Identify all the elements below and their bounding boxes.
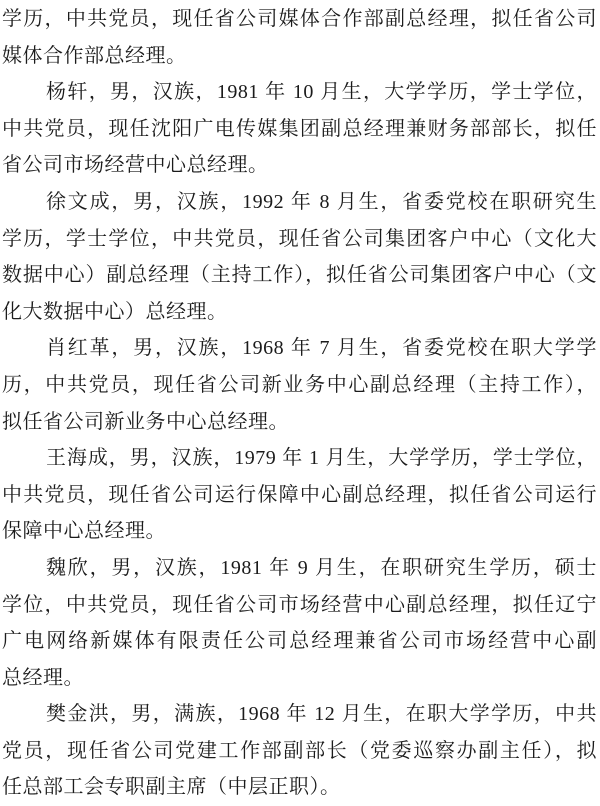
text-line: 任总部工会专职副主席（中层正职）。 xyxy=(2,776,341,799)
text-line: 学历，中共党员，现任省公司媒体合作部副总经理，拟任省公司 xyxy=(2,8,597,30)
text-line: 党员，现任省公司党建工作部副部长（党委巡察办副主任），拟 xyxy=(2,739,597,762)
text-line: 樊金洪，男，满族，1968 年 12 月生，在职大学学历，中共 xyxy=(46,703,597,726)
text-line: 杨轩，男，汉族，1981 年 10 月生，大学学历，学士学位， xyxy=(46,81,597,104)
text-line: 肖红革，男，汉族，1968 年 7 月生，省委党校在职大学学 xyxy=(46,337,597,360)
text-line: 历，中共党员，现任省公司新业务中心副总经理（主持工作）， xyxy=(2,373,597,396)
text-line: 化大数据中心）总经理。 xyxy=(2,300,228,323)
text-line: 学历，学士学位，中共党员，现任省公司集团客户中心（文化大 xyxy=(2,227,597,250)
text-line: 学位，中共党员，现任省公司市场经营中心副总经理，拟任辽宁 xyxy=(2,593,597,616)
text-line: 广电网络新媒体有限责任公司总经理兼省公司市场经营中心副 xyxy=(2,630,597,653)
text-line: 媒体合作部总经理。 xyxy=(2,44,187,67)
text-line: 中共党员，现任沈阳广电传媒集团副总经理兼财务部部长，拟任 xyxy=(2,117,597,140)
text-line: 中共党员，现任省公司运行保障中心副总经理，拟任省公司运行 xyxy=(2,483,597,506)
text-line: 保障中心总经理。 xyxy=(2,520,166,543)
text-line: 徐文成，男，汉族，1992 年 8 月生，省委党校在职研究生 xyxy=(46,190,597,213)
text-line: 总经理。 xyxy=(2,666,84,689)
text-line: 魏欣，男，汉族，1981 年 9 月生，在职研究生学历，硕士 xyxy=(46,556,597,579)
text-line: 王海成，男，汉族，1979 年 1 月生，大学学历，学士学位， xyxy=(46,447,597,470)
text-line: 数据中心）副总经理（主持工作），拟任省公司集团客户中心（文 xyxy=(2,264,597,287)
text-line: 拟任省公司新业务中心总经理。 xyxy=(2,410,289,433)
text-line: 省公司市场经营中心总经理。 xyxy=(2,154,269,177)
